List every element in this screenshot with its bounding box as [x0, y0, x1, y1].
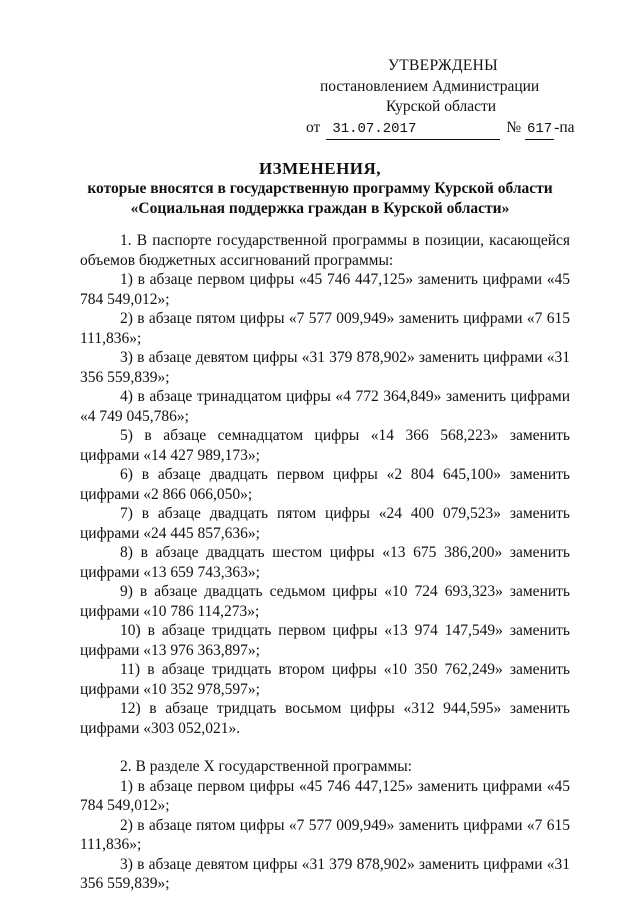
document-body	[80, 231, 570, 894]
section-1-intro: 1. В паспорте государственной программы в позиции, касающейся объемов бюджетных ассигнований программы:	[80, 232, 570, 269]
section-1-item: 2) в абзаце пятом цифры «7 577 009,949» заменить цифрами «7 615 111,836»;	[80, 310, 570, 347]
section-1-item: 5) в абзаце семнадцатом цифры «14 366 568,223» заменить цифрами «14 427 989,173»;	[80, 427, 570, 464]
section-2-item: 1) в абзаце первом цифры «45 746 447,125» заменить цифрами «45 784 549,012»;	[80, 777, 570, 814]
section-1-item: 8) в абзаце двадцать шестом цифры «13 675 386,200» заменить цифрами «13 659 743,363»;	[80, 544, 570, 581]
section-1-item: 9) в абзаце двадцать седьмом цифры «10 724 693,323» заменить цифрами «10 786 114,273»;	[80, 583, 570, 620]
number-suffix: -па	[554, 119, 575, 136]
section-2-item: 3) в абзаце девятом цифры «31 379 878,902» заменить цифрами «31 356 559,839»;	[80, 855, 570, 892]
approval-date: 31.07.2017	[326, 119, 500, 140]
heading-subtitle-1: которые вносятся в государственную программу Курской области	[87, 180, 553, 197]
number-label: №	[506, 119, 522, 136]
approval-issuer: постановлением Администрации	[320, 78, 540, 95]
document-heading	[70, 158, 570, 219]
approval-title: УТВЕРЖДЕНЫ	[388, 57, 498, 74]
section-1-item: 7) в абзаце двадцать пятом цифры «24 400 079,523» заменить цифрами «24 445 857,636»;	[80, 505, 570, 542]
from-label: от	[306, 119, 321, 136]
approval-date-number	[306, 118, 575, 140]
section-2-intro: 2. В разделе X государственной программы:	[120, 758, 412, 775]
section-1-item: 12) в абзаце тридцать восьмом цифры «312 944,595» заменить цифрами «303 052,021».	[80, 700, 570, 737]
section-1-item: 3) в абзаце девятом цифры «31 379 878,902» заменить цифрами «31 356 559,839»;	[80, 349, 570, 386]
section-1-item: 4) в абзаце тринадцатом цифры «4 772 364,849» заменить цифрами «4 749 045,786»;	[80, 388, 570, 425]
heading-title: ИЗМЕНЕНИЯ,	[258, 159, 382, 178]
section-2-item: 2) в абзаце пятом цифры «7 577 009,949» заменить цифрами «7 615 111,836»;	[80, 816, 570, 853]
section-1-item: 6) в абзаце двадцать первом цифры «2 804 645,100» заменить цифрами «2 866 066,050»;	[80, 466, 570, 503]
approval-number: 617	[525, 119, 554, 140]
section-1-item: 11) в абзаце тридцать втором цифры «10 350 762,249» заменить цифрами «10 352 978,597»;	[80, 661, 570, 698]
heading-subtitle-2: «Социальная поддержка граждан в Курской области»	[130, 200, 510, 217]
approval-region: Курской области	[386, 98, 497, 115]
section-1-item: 10) в абзаце тридцать первом цифры «13 974 147,549» заменить цифрами «13 976 363,897»;	[80, 622, 570, 659]
section-1-item: 1) в абзаце первом цифры «45 746 447,125» заменить цифрами «45 784 549,012»;	[80, 271, 570, 308]
section-spacer	[80, 738, 570, 757]
